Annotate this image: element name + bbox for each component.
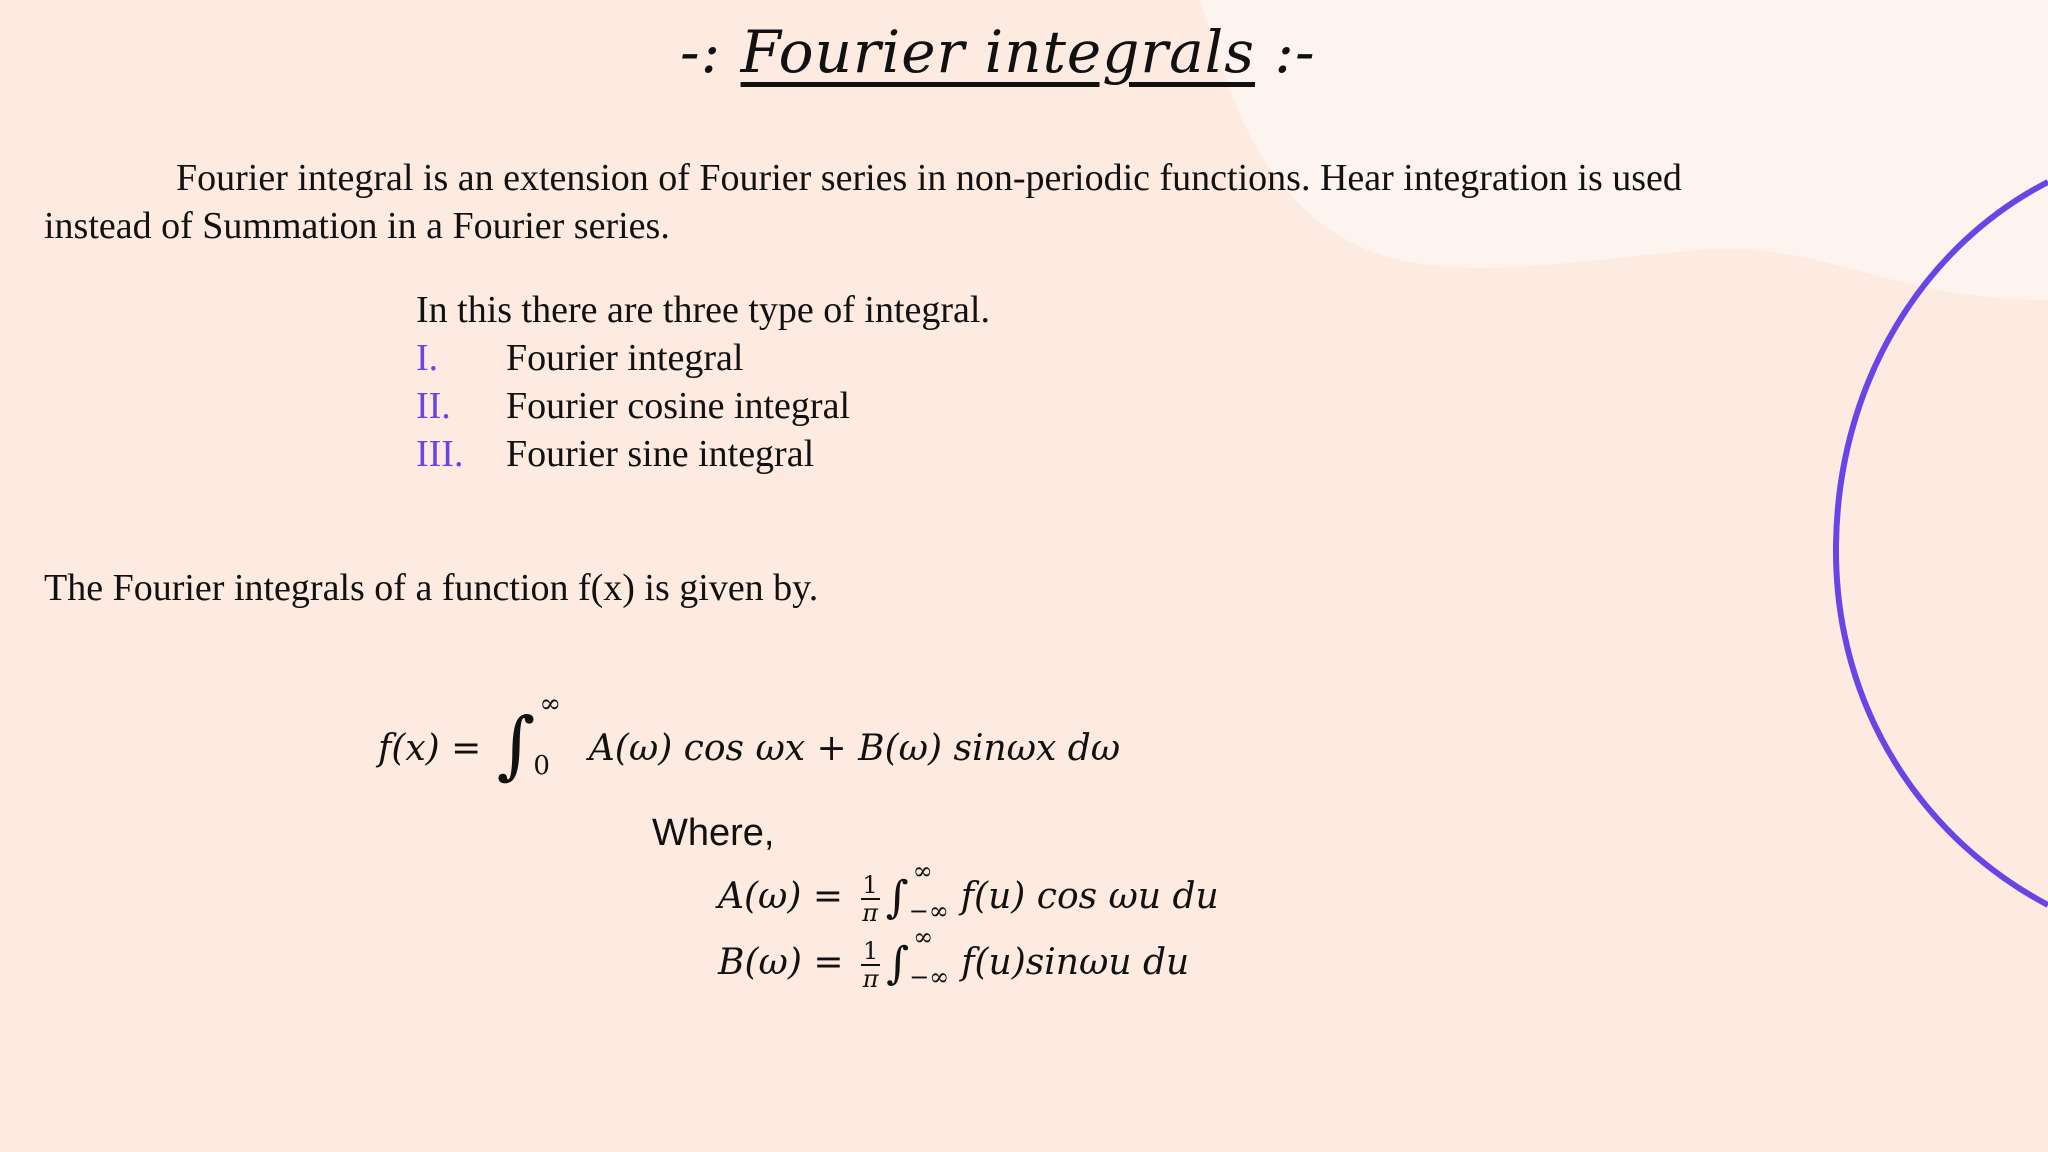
background-blob <box>1200 0 2048 300</box>
upper-limit: ∞ <box>539 689 562 719</box>
integral-limits <box>909 923 961 991</box>
upper-limit: ∞ <box>913 923 934 951</box>
a-omega-equation <box>718 857 1219 927</box>
integral-sign: ∫ <box>885 872 909 923</box>
list-item <box>416 334 743 382</box>
fourier-integral-equation <box>378 689 1121 788</box>
f-equation-lhs: f(x) = <box>378 728 482 769</box>
fraction-numerator: 1 <box>862 937 879 965</box>
title-right-ornament: :- <box>1274 18 1316 86</box>
a-equation-lhs: A(ω) = <box>718 876 844 917</box>
where-label: Where, <box>652 812 775 854</box>
upper-limit: ∞ <box>912 857 933 885</box>
fraction-denominator: π <box>862 965 879 993</box>
title-text: Fourier integrals <box>740 18 1255 86</box>
intro-text: Fourier integral is an extension of Fourier series in non-periodic functions. Hear integration is used instead of Summation in a Fourier series. <box>44 157 1682 247</box>
integral-sign: ∫ <box>886 938 910 989</box>
integral-limits <box>908 857 961 925</box>
intro-paragraph <box>44 154 1784 250</box>
f-equation-integrand: A(ω) cos ωx + B(ω) sinωx dω <box>588 728 1121 769</box>
types-heading: In this there are three type of integral. <box>416 289 990 331</box>
given-by-text: The Fourier integrals of a function f(x) is given by. <box>44 567 819 609</box>
list-numeral: III. <box>416 433 464 475</box>
list-item-label: Fourier cosine integral <box>506 385 851 427</box>
list-item <box>416 382 850 430</box>
list-item-label: Fourier integral <box>506 337 744 379</box>
b-omega-equation <box>718 923 1190 993</box>
lower-limit: 0 <box>533 751 550 781</box>
fraction <box>861 938 880 992</box>
b-equation-lhs: B(ω) = <box>718 942 844 983</box>
list-item <box>416 430 814 478</box>
fraction-numerator: 1 <box>862 871 878 899</box>
integral-limits <box>533 689 577 781</box>
lower-limit: −∞ <box>908 897 949 925</box>
integral-sign: ∫ <box>496 702 536 788</box>
list-numeral: I. <box>416 337 439 379</box>
list-numeral: II. <box>416 385 451 427</box>
b-equation-integrand: f(u)sinωu du <box>961 942 1190 983</box>
slide-title <box>680 18 1316 86</box>
fraction <box>861 872 880 926</box>
a-equation-integrand: f(u) cos ωu du <box>960 876 1219 917</box>
list-item-label: Fourier sine integral <box>506 433 815 475</box>
fraction-denominator: π <box>862 899 879 927</box>
title-left-ornament: -: <box>680 18 722 86</box>
lower-limit: −∞ <box>909 963 950 991</box>
